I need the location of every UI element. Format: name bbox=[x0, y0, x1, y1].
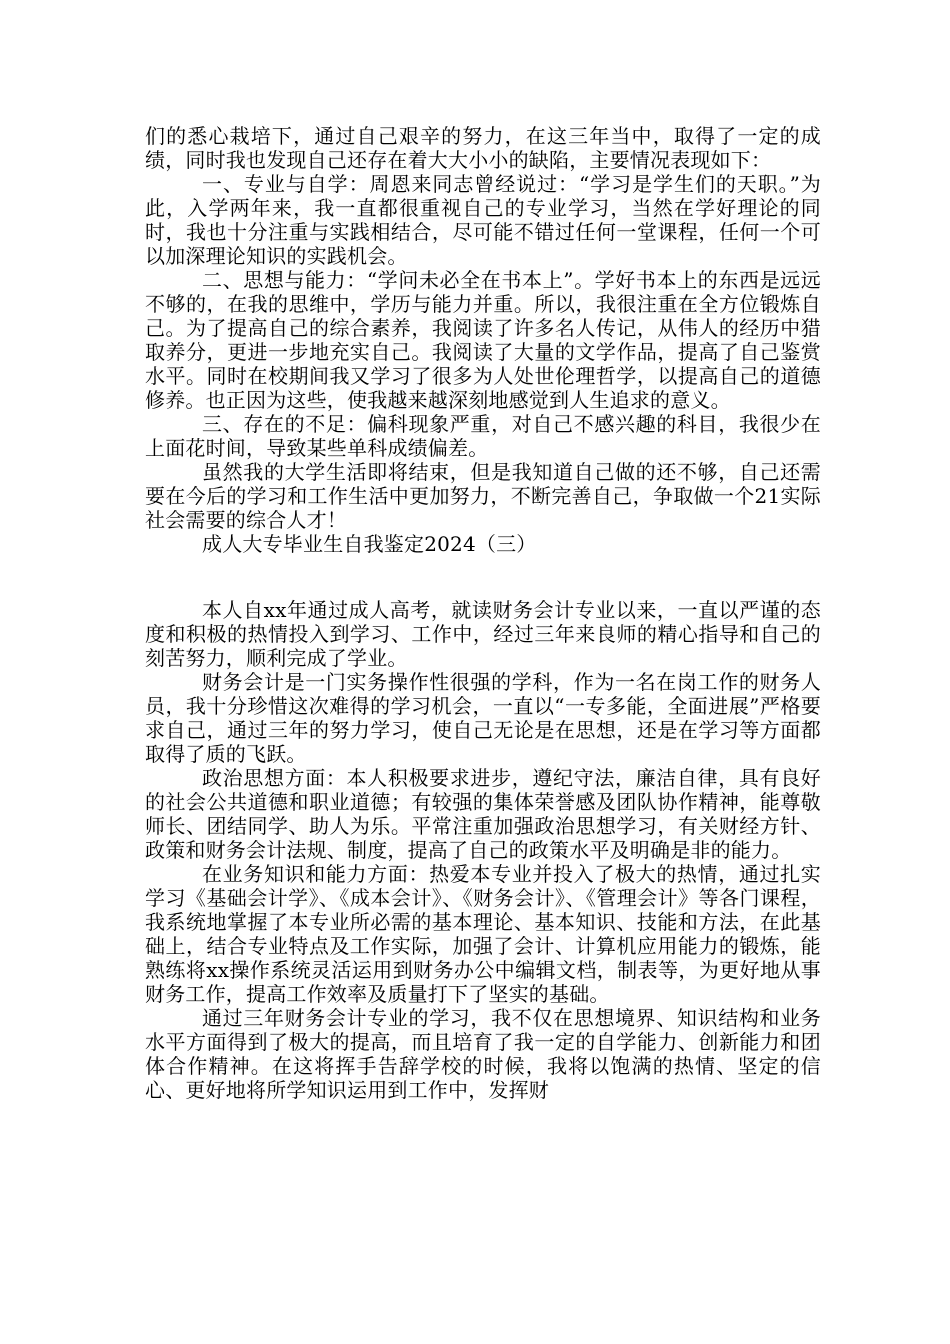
paragraph: 在业务知识和能力方面：热爱本专业并投入了极大的热情，通过扎实学习《基础会计学》、《成本会计》、《财务会计》、《管理会计》等各门课程，我系统地掌握了本专业所必需的基本理论、基本知识、技能和方法，在此基础上，结合专业特点及工作实际，加强了会计、计算机应用能力的锻炼，能熟练将xx操作系统灵活运用到财务办公中编辑文档，制表等，为更好地从事财务工作，提高工作效率及质量打下了坚实的基础。 bbox=[145, 862, 821, 1006]
paragraph: 二、思想与能力：“学问未必全在书本上”。学好书本上的东西是远远不够的，在我的思维中，学历与能力并重。所以，我很注重在全方位锻炼自己。为了提高自己的综合素养，我阅读了许多名人传记，从伟人的经历中猎取养分，更进一步地充实自己。我阅读了大量的文学作品，提高了自己鉴赏水平。同时在校期间我又学习了很多为人处世伦理哲学，以提高自己的道德修养。也正因为这些，使我越来越深刻地感觉到人生追求的意义。 bbox=[145, 268, 821, 412]
paragraph: 一、专业与自学：周恩来同志曾经说过：“学习是学生们的天职。”为此，入学两年来，我一直都很重视自己的专业学习，当然在学好理论的同时，我也十分注重与实践相结合，尽可能不错过任何一堂课程，任何一个可以加深理论知识的实践机会。 bbox=[145, 172, 821, 268]
blank-line bbox=[145, 556, 821, 598]
section-heading: 成人大专毕业生自我鉴定2024（三） bbox=[202, 532, 537, 556]
paragraph: 虽然我的大学生活即将结束，但是我知道自己做的还不够，自己还需要在今后的学习和工作生活中更加努力，不断完善自己，争取做一个21实际社会需要的综合人才！ bbox=[145, 460, 821, 532]
paragraph: 通过三年财务会计专业的学习，我不仅在思想境界、知识结构和业务水平方面得到了极大的提高，而且培育了我一定的自学能力、创新能力和团体合作精神。在这将挥手告辞学校的时候，我将以饱满的热情、坚定的信心、更好地将所学知识运用到工作中，发挥财 bbox=[145, 1006, 821, 1102]
paragraph: 们的悉心栽培下，通过自己艰辛的努力，在这三年当中，取得了一定的成绩，同时我也发现自己还存在着大大小小的缺陷，主要情况表现如下： bbox=[145, 124, 821, 172]
paragraph: 三、存在的不足：偏科现象严重，对自己不感兴趣的科目，我很少在上面花时间，导致某些单科成绩偏差。 bbox=[145, 412, 821, 460]
paragraph: 政治思想方面：本人积极要求进步，遵纪守法，廉洁自律，具有良好的社会公共道德和职业道德；有较强的集体荣誉感及团队协作精神，能尊敬师长、团结同学、助人为乐。平常注重加强政治思想学习，有关财经方针、政策和财务会计法规、制度，提高了自己的政策水平及明确是非的能力。 bbox=[145, 766, 821, 862]
document-body bbox=[145, 124, 821, 1102]
document-part-2 bbox=[145, 598, 821, 1102]
document-part-1 bbox=[145, 124, 821, 532]
paragraph: 本人自xx年通过成人高考，就读财务会计专业以来，一直以严谨的态度和积极的热情投入到学习、工作中，经过三年来良师的精心指导和自己的刻苦努力，顺利完成了学业。 bbox=[145, 598, 821, 670]
paragraph: 财务会计是一门实务操作性很强的学科，作为一名在岗工作的财务人员，我十分珍惜这次难得的学习机会，一直以“一专多能，全面进展”严格要求自己，通过三年的努力学习，使自己无论是在思想，还是在学习等方面都取得了质的飞跃。 bbox=[145, 670, 821, 766]
